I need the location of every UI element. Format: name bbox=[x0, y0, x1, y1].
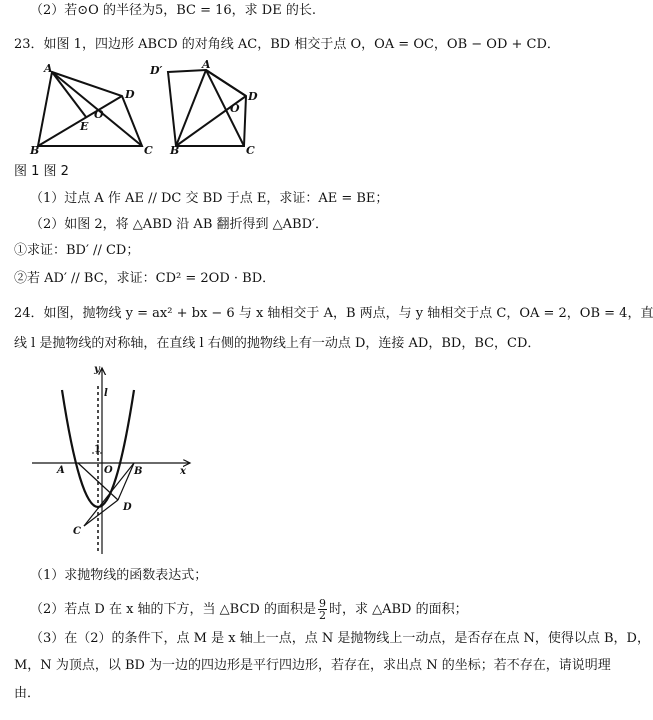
graph-label-y: y bbox=[94, 364, 100, 375]
fraction-nine-halves bbox=[318, 598, 327, 621]
q23-sub2: ②若 AD′ // BC，求证：CD² = 2OD · BD． bbox=[14, 271, 276, 286]
q23-figure-caption: 图 1 图 2 bbox=[14, 164, 69, 179]
fig1-label-b: B bbox=[30, 144, 40, 157]
q23-sub1: ①求证：BD′ // CD； bbox=[14, 243, 140, 258]
fig1-label-a: A bbox=[44, 62, 53, 75]
q24-part2-pre: （2）若点 D 在 x 轴的下方，当 △BCD 的面积是 bbox=[30, 602, 316, 617]
graph-label-x: x bbox=[180, 466, 186, 477]
graph-label-c: C bbox=[73, 526, 81, 537]
q23-part1: （1）过点 A 作 AE // DC 交 BD 于点 E，求证：AE = BE； bbox=[30, 191, 389, 206]
graph-label-one: 1 bbox=[94, 444, 101, 455]
graph-label-d: D bbox=[123, 502, 132, 513]
fig2-label-b: B bbox=[170, 144, 180, 157]
graph-label-a: A bbox=[57, 465, 65, 476]
fig2-label-dprime: D′ bbox=[150, 64, 163, 77]
q24-part2 bbox=[30, 598, 468, 621]
fraction-numerator: 9 bbox=[318, 597, 326, 610]
q24-part2-post: 时，求 △ABD 的面积； bbox=[328, 602, 468, 617]
graph-label-o: O bbox=[104, 465, 113, 476]
fig2-label-o: O bbox=[230, 102, 240, 115]
fig2-label-c: C bbox=[246, 144, 255, 157]
q23-stem: 23．如图 1，四边形 ABCD 的对角线 AC，BD 相交于点 O，OA = OC，OB − OD + CD． bbox=[14, 37, 560, 52]
q23-figure-1 bbox=[30, 62, 160, 157]
q23-part2: （2）如图 2，将 △ABD 沿 AB 翻折得到 △ABD′． bbox=[30, 217, 328, 232]
fig2-label-a: A bbox=[202, 58, 211, 71]
q24-stem-line2: 线 l 是抛物线的对称轴，在直线 l 右侧的抛物线上有一动点 D，连接 AD，BD，BC，CD． bbox=[14, 336, 541, 351]
fig1-label-e: E bbox=[80, 120, 89, 133]
q24-part3-line3: 由． bbox=[14, 686, 41, 701]
fig1-label-c: C bbox=[144, 144, 153, 157]
segment-bd bbox=[118, 463, 134, 500]
q24-part3-line2: M，N 为顶点，以 BD 为一边的四边形是平行四边形，若存在，求出点 N 的坐标；若不存在，请说明理 bbox=[14, 658, 611, 673]
fraction-denominator: 2 bbox=[318, 609, 326, 622]
q24-parabola-graph bbox=[30, 362, 200, 557]
q24-part1: （1）求抛物线的函数表达式； bbox=[30, 568, 208, 583]
quad-abcd bbox=[38, 72, 142, 146]
q23-figure-2 bbox=[150, 58, 265, 157]
graph-label-l: l bbox=[104, 388, 108, 399]
q24-stem-line1: 24．如图，抛物线 y = ax² + bx − 6 与 x 轴相交于 A，B 两点，与 y 轴相交于点 C，OA = 2，OB = 4，直 bbox=[14, 306, 653, 321]
fig1-label-o: O bbox=[94, 108, 104, 121]
fig1-label-d: D bbox=[125, 88, 135, 101]
fig2-label-d: D bbox=[248, 90, 258, 103]
graph-label-b: B bbox=[134, 466, 143, 477]
q24-part3-line1: （3）在（2）的条件下，点 M 是 x 轴上一点，点 N 是抛物线上一动点，是否存在点 N，使得以点 B，D， bbox=[30, 631, 650, 646]
q22-part2: （2）若⊙O 的半径为5，BC = 16，求 DE 的长. bbox=[30, 3, 316, 18]
